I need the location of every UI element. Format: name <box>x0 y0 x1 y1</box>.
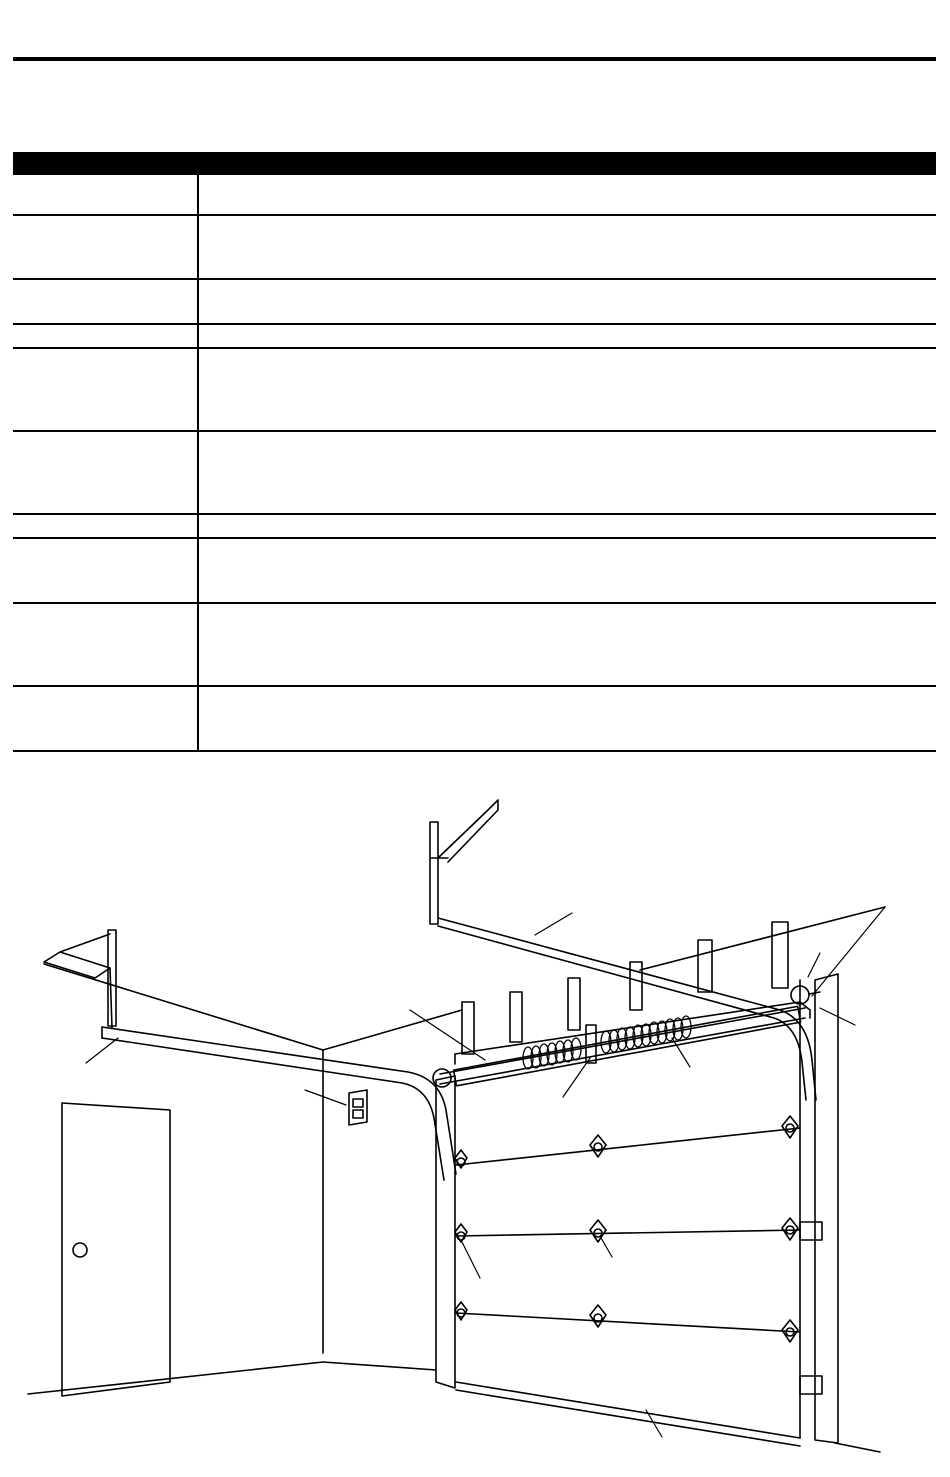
glossary-definition <box>198 514 936 538</box>
door-section-seams <box>456 1128 800 1446</box>
track-brackets <box>800 1222 822 1394</box>
glossary-term <box>13 603 198 686</box>
header-framing <box>455 922 810 1064</box>
glossary-term <box>13 538 198 603</box>
glossary-term <box>13 175 198 215</box>
glossary-header-row <box>13 152 936 175</box>
glossary-term <box>13 324 198 348</box>
glossary-row <box>13 324 936 348</box>
glossary-definition <box>198 175 936 215</box>
glossary-table <box>13 152 936 752</box>
glossary-term <box>13 514 198 538</box>
glossary-definition <box>198 538 936 603</box>
glossary-definition <box>198 324 936 348</box>
door-jamb-left <box>436 1076 455 1388</box>
door-jamb-right <box>800 974 838 1443</box>
glossary-row <box>13 215 936 279</box>
glossary-term <box>13 215 198 279</box>
left-ceiling-bracket <box>44 930 116 1028</box>
room-walls <box>28 907 885 1452</box>
electrical-outlet <box>349 1090 367 1125</box>
glossary-definition <box>198 215 936 279</box>
glossary-row <box>13 686 936 751</box>
left-horizontal-track <box>102 1027 456 1180</box>
glossary-term <box>13 686 198 751</box>
glossary-definition <box>198 686 936 751</box>
door-knob <box>73 1243 87 1257</box>
glossary-term <box>13 431 198 514</box>
glossary-definition <box>198 348 936 431</box>
service-door <box>62 1103 170 1396</box>
glossary-definition <box>198 279 936 324</box>
glossary-row <box>13 279 936 324</box>
glossary-definition <box>198 603 936 686</box>
glossary-row <box>13 538 936 603</box>
torsion-spring-assembly <box>433 986 820 1087</box>
glossary-row <box>13 603 936 686</box>
glossary-definition <box>198 431 936 514</box>
glossary-term <box>13 348 198 431</box>
glossary-term-header <box>13 152 198 175</box>
rear-ceiling-bracket <box>430 800 498 924</box>
door-hinges <box>455 1116 798 1342</box>
glossary-row <box>13 514 936 538</box>
glossary-definition-header <box>198 152 936 175</box>
header-rule <box>13 57 936 61</box>
callout-leaders <box>86 907 885 1437</box>
glossary-row <box>13 175 936 215</box>
right-horizontal-track <box>438 918 816 1100</box>
garage-door-illustration <box>0 770 950 1477</box>
glossary-term <box>13 279 198 324</box>
glossary-row <box>13 431 936 514</box>
glossary-row <box>13 348 936 431</box>
